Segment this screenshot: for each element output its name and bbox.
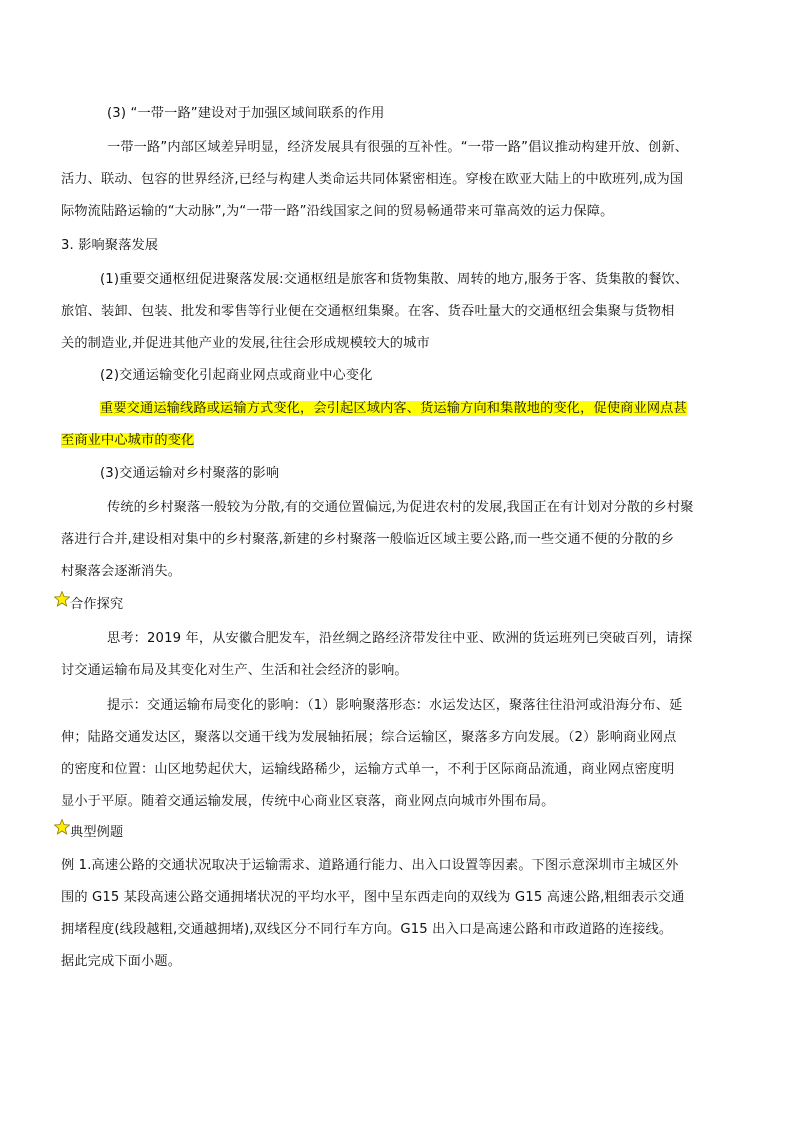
block-title-example: 典型例题 [70,825,124,840]
section-subtitle-3: (3) “一带一路”建设对于加强区域间联系的作用 [107,106,385,121]
paragraph-line: 传统的乡村聚落一般较为分散,有的交通位置偏远,为促进农村的发展,我国正在有计划对分散的乡村聚 [107,500,694,515]
highlighted-line [61,431,194,451]
paragraph-line: 的密度和位置：山区地势起伏大，运输线路稀少，运输方式单一，不利于区际商品流通，商业网点密度明 [61,762,675,777]
paragraph-line: 围的 G15 某段高速公路交通拥堵状况的平均水平，图中呈东西走向的双线为 G15 高速公路,粗细表示交通 [61,890,685,905]
paragraph-line: 伸；陆路交通发达区，聚落以交通干线为发展轴拓展；综合运输区，聚落多方向发展。（2）影响商业网点 [61,730,677,745]
paragraph-line: 提示：交通运输布局变化的影响：（1）影响聚落形态：水运发达区，聚落往往沿河或沿海分布、延 [107,698,683,713]
highlight-text: 重要交通运输线路或运输方式变化，会引起区域内客、货运输方向和集散地的变化，促使商业网点甚 [100,401,687,416]
paragraph-line: 旅馆、装卸、包装、批发和零售等行业便在交通枢纽集聚。在客、货吞吐量大的交通枢纽会集聚与货物相 [61,304,675,319]
subsection-title: (3)交通运输对乡村聚落的影响 [100,466,280,481]
paragraph-line: 落进行合并,建设相对集中的乡村聚落,新建的乡村聚落一般临近区域主要公路,而一些交通不便的分散的乡 [61,532,675,547]
paragraph-line: 际物流陆路运输的“大动脉”,为“一带一路”沿线国家之间的贸易畅通带来可靠高效的运力保障。 [61,204,614,219]
paragraph-line: 关的制造业,并促进其他产业的发展,往往会形成规模较大的城市 [61,336,430,351]
paragraph-line: 显小于平原。随着交通运输发展，传统中心商业区衰落，商业网点向城市外围布局。 [61,794,555,809]
highlighted-line [100,399,687,419]
paragraph-line: 活力、联动、包容的世界经济,已经与构建人类命运共同体紧密相连。穿梭在欧亚大陆上的中欧班列,成为国 [61,172,684,187]
block-title-hezuo: 合作探究 [70,597,124,612]
paragraph-line: 例 1.高速公路的交通状况取决于运输需求、道路通行能力、出入口设置等因素。下图示意深圳市主城区外 [61,858,679,873]
highlight-text: 至商业中心城市的变化 [61,433,195,448]
paragraph-line: 拥堵程度(线段越粗,交通越拥堵),双线区分不同行车方向。G15 出入口是高速公路和市政道路的连接线。 [61,922,673,937]
paragraph-line: 思考：2019 年，从安徽合肥发车，沿丝绸之路经济带发往中亚、欧洲的货运班列已突破百列，请探 [107,631,693,646]
paragraph-line: 村聚落会逐渐消失。 [61,564,182,579]
star-icon [54,819,70,835]
paragraph-line: 一带一路”内部区域差异明显，经济发展具有很强的互补性。“一带一路”倡议推动构建开放、创新、 [107,140,689,155]
subsection-title: (2)交通运输变化引起商业网点或商业中心变化 [100,368,373,383]
star-icon [54,591,70,607]
paragraph-line: 据此完成下面小题。 [61,954,182,969]
paragraph-line: (1)重要交通枢纽促进聚落发展:交通枢纽是旅客和货物集散、周转的地方,服务于客、货集散的餐饮、 [100,272,689,287]
section-heading: 3. 影响聚落发展 [61,238,159,253]
paragraph-line: 讨交通运输布局及其变化对生产、生活和社会经济的影响。 [61,663,408,678]
